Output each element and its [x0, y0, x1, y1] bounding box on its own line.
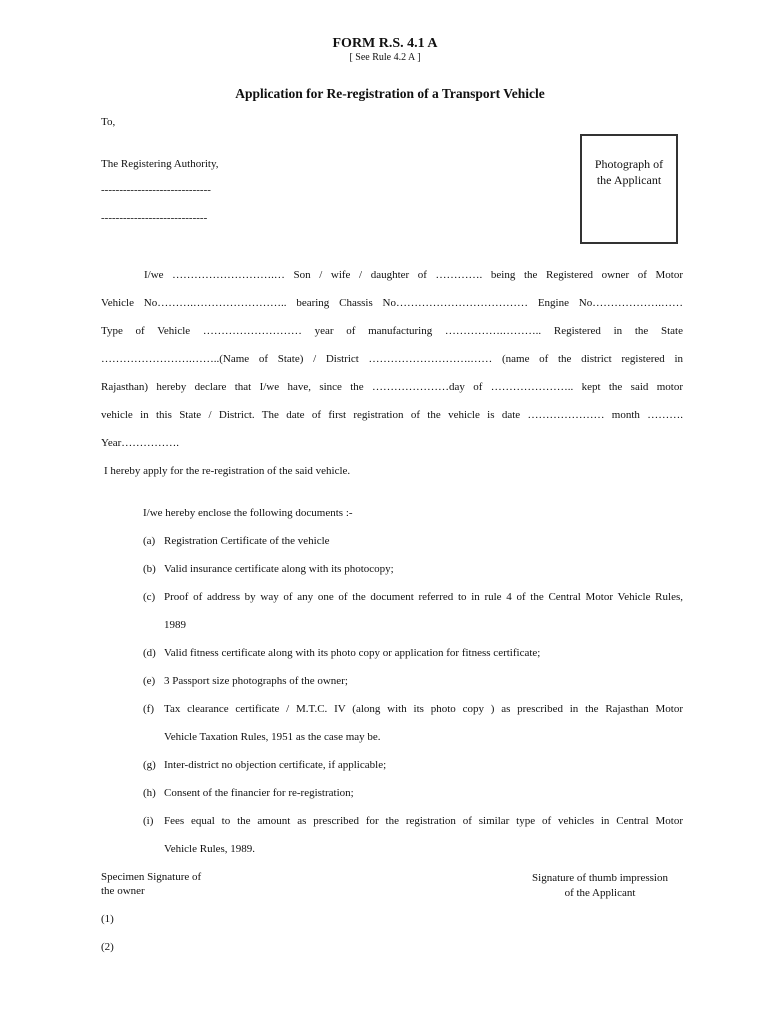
document-item-text: Inter-district no objection certificate, if applicable;: [164, 759, 387, 771]
declaration-line-4: …………………….……..(Name of State) / District ……………………….…… (name of the district registered in: [101, 353, 683, 365]
apply-statement: I hereby apply for the re-registration of the said vehicle.: [104, 465, 351, 477]
document-item-text: Valid fitness certificate along with its photo copy or application for fitness certificate;: [164, 647, 541, 659]
declaration-line-7: Year…………….: [101, 437, 180, 449]
document-item-label: (a): [143, 535, 156, 547]
document-item-label: (g): [143, 759, 156, 771]
document-item-text-continued: 1989: [164, 619, 186, 631]
document-item-text: 3 Passport size photographs of the owner;: [164, 675, 348, 687]
document-item-text: Fees equal to the amount as prescribed for the registration of similar type of vehicles in Central Motor: [164, 815, 683, 827]
document-item-text: Registration Certificate of the vehicle: [164, 535, 330, 547]
declaration-line-5: Rajasthan) hereby declare that I/we have, since the …………………day of ………………….. kept the said motor: [101, 381, 683, 393]
document-item-text: Consent of the financier for re-registration;: [164, 787, 354, 799]
document-item-label: (b): [143, 563, 156, 575]
specimen-signature-label-line-2: the owner: [101, 885, 145, 897]
document-item-text-continued: Vehicle Rules, 1989.: [164, 843, 256, 855]
form-number: FORM R.S. 4.1 A: [332, 36, 438, 51]
photograph-label-line-2: the Applicant: [596, 173, 662, 187]
thumb-impression-label-line-2: of the Applicant: [564, 887, 636, 899]
document-item-label: (c): [143, 591, 156, 603]
signature-slot-1: (1): [101, 913, 114, 925]
document-item-text: Tax clearance certificate / M.T.C. IV (along with its photo copy ) as prescribed in the Rajasthan Motor: [164, 703, 683, 715]
document-item-label: (f): [143, 703, 154, 715]
photograph-label-line-1: Photograph of: [594, 157, 664, 171]
declaration-line-2: Vehicle No……….…………………….. bearing Chassis No……………………………… Engine No……………….……: [101, 297, 683, 309]
rule-reference: [ See Rule 4.2 A ]: [349, 52, 421, 63]
photograph-box: [580, 134, 678, 244]
document-item-text-continued: Vehicle Taxation Rules, 1951 as the case may be.: [164, 731, 381, 743]
specimen-signature-label-line-1: Specimen Signature of: [101, 871, 202, 883]
document-item-label: (h): [143, 787, 156, 799]
address-blank-line-2: -----------------------------: [101, 212, 208, 224]
documents-intro: I/we hereby enclose the following documents :-: [143, 507, 353, 519]
declaration-line-1: I/we ……………………….… Son / wife / daughter of …………. being the Registered owner of Motor: [144, 269, 683, 281]
thumb-impression-label-line-1: Signature of thumb impression: [532, 872, 668, 884]
address-to: To,: [101, 116, 116, 128]
registering-authority: The Registering Authority,: [101, 158, 219, 170]
declaration-line-6: vehicle in this State / District. The date of first registration of the vehicle is date ………………… month ……….: [101, 409, 683, 421]
document-item-text: Valid insurance certificate along with its photocopy;: [164, 563, 394, 575]
address-blank-line-1: ------------------------------: [101, 184, 211, 196]
signature-slot-2: (2): [101, 941, 114, 953]
document-item-text: Proof of address by way of any one of the document referred to in rule 4 of the Central Motor Vehicle Rules,: [164, 591, 683, 603]
document-item-label: (e): [143, 675, 156, 687]
declaration-line-3: Type of Vehicle ……………………… year of manufacturing …………….……….. Registered in the State: [101, 325, 683, 337]
document-item-label: (i): [143, 815, 154, 827]
application-title: Application for Re-registration of a Transport Vehicle: [235, 86, 545, 101]
document-item-label: (d): [143, 647, 156, 659]
photograph-label: [582, 156, 676, 188]
thumb-impression-label: [520, 871, 680, 901]
